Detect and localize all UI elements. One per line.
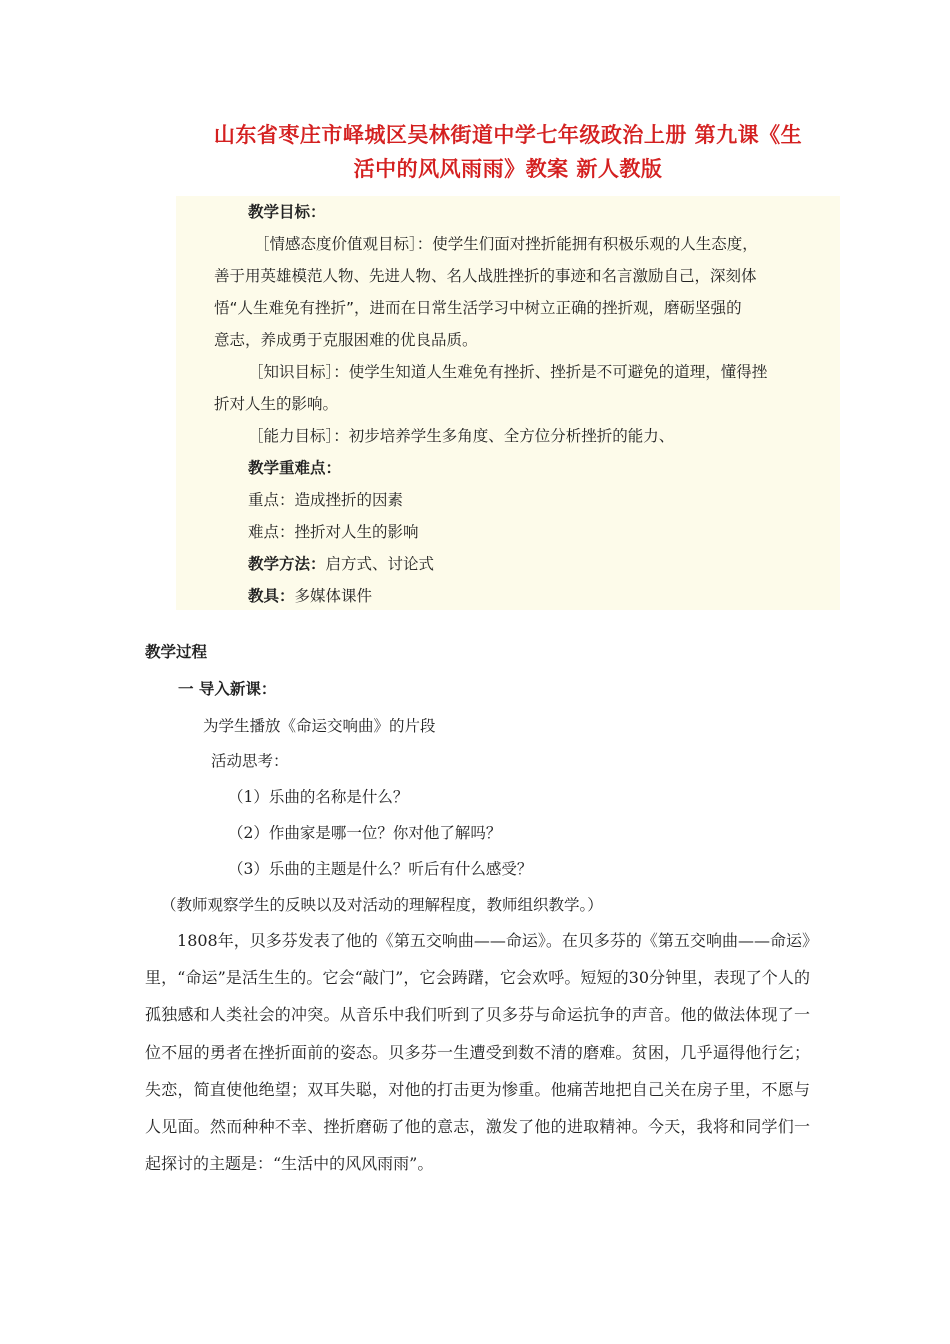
emotion-objective-line-1: ［情感态度价值观目标］：使学生们面对挫折能拥有积极乐观的人生态度， [254,235,758,253]
title-line-1: 山东省枣庄市峄城区吴林街道中学七年级政治上册 第九课《生 [213,123,803,147]
emotion-objective-line-3: 悟“人生难免有挫折”，进而在日常生活学习中树立正确的挫折观，磨砺坚强的 [214,299,742,317]
objectives-box [176,196,840,610]
difficulty-point: 难点：挫折对人生的影响 [248,523,419,541]
activity-heading: 活动思考： [211,752,289,770]
question-3: （3）乐曲的主题是什么？听后有什么感受？ [228,860,533,878]
focus-point: 重点：造成挫折的因素 [248,491,404,509]
tools-label: 教具： [248,587,295,605]
teacher-note: （教师观察学生的反映以及对活动的理解程度，教师组织教学。） [161,896,603,914]
process-heading: 教学过程 [145,643,208,661]
document-title [188,118,828,186]
method-label: 教学方法： [248,555,326,573]
teaching-method [248,552,434,574]
knowledge-objective-line-2: 折对人生的影响。 [214,395,339,413]
teaching-tools [248,584,372,606]
beethoven-paragraph: 1808年，贝多芬发表了他的《第五交响曲——命运》。在贝多芬的《第五交响曲——命运》里，“命运”是活生生的。它会“敲门”，它会踌躇，它会欢呼。短短的30分钟里，表现了个人的孤独感和人类社会的冲突。从音乐中我们听到了贝多芬与命运抗争的声音。他的做法体现了一位不屈的勇者在挫折面前的姿态。贝多芬一生遭受到数不清的磨难。贫困，几乎逼得他行乞；失恋，简直使他绝望；双耳失聪，对他的打击更为惨重。他痛苦地把自己关在房子里，不愿与人见面。然而种种不幸、挫折磨砺了他的意志，激发了他的进取精神。今天，我将和同学们一起探讨的主题是：“生活中的风风雨雨”。 [145,931,810,1174]
emotion-objective-line-4: 意志，养成勇于克服困难的优良品质。 [214,331,478,349]
question-2: （2）作曲家是哪一位？你对他了解吗？ [228,824,502,842]
emotion-objective-line-2: 善于用英雄模范人物、先进人物、名人战胜挫折的事迹和名言激励自己，深刻体 [214,267,757,285]
title-line-2: 活中的风风雨雨》教案 新人教版 [353,157,663,181]
tools-value: 多媒体课件 [294,587,373,605]
question-1: （1）乐曲的名称是什么？ [228,788,409,806]
ability-objective: ［能力目标］：初步培养学生多角度、全方位分析挫折的能力、 [248,427,675,445]
keypoints-heading: 教学重难点： [248,459,342,477]
objectives-heading: 教学目标： [248,203,326,221]
method-value: 启方式、讨论式 [325,555,435,573]
knowledge-objective-line-1: ［知识目标］：使学生知道人生难免有挫折、挫折是不可避免的道理，懂得挫 [248,363,768,381]
play-music-line: 为学生播放《命运交响曲》的片段 [203,717,436,735]
section-1-heading: 一 导入新课： [178,680,277,698]
